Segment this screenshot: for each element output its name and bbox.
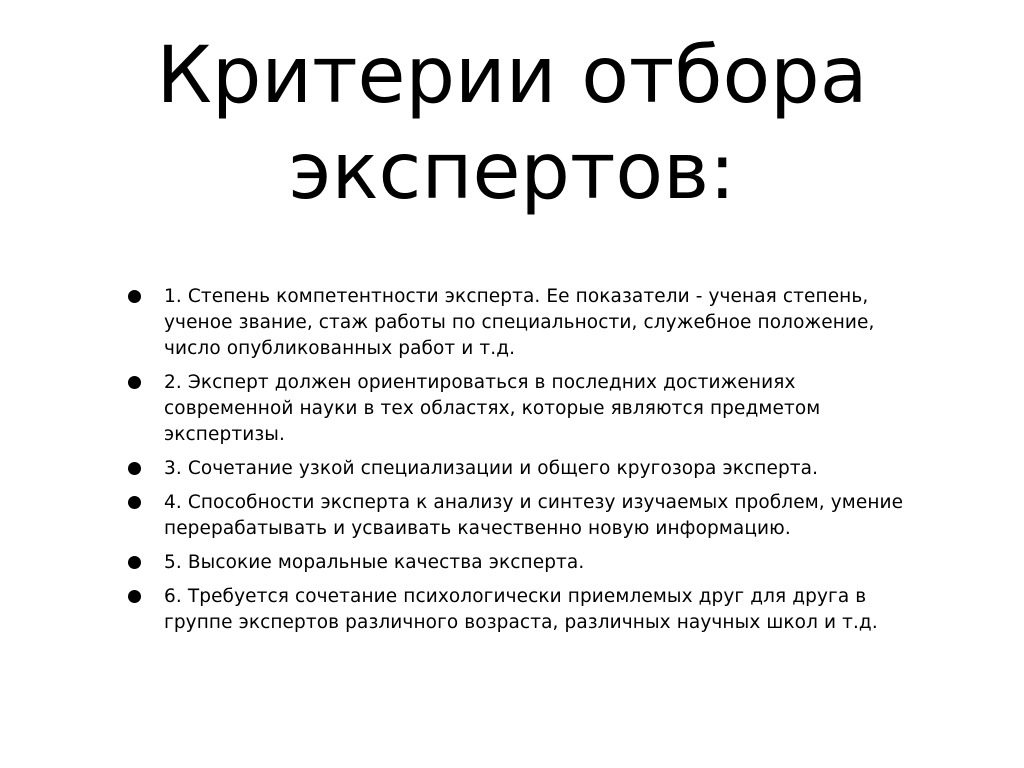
- bullet-text: 5. Высокие моральные качества эксперта.: [164, 552, 585, 573]
- bullet-text: 6. Требуется сочетание психологически приемлемых друг для друга в группе экспертов различного возраста, различных научных школ и т.д.: [164, 586, 878, 633]
- bullet-item: [128, 550, 928, 576]
- slide-title-line-2: экспертов:: [288, 127, 736, 217]
- bullet-text: 3. Сочетание узкой специализации и общего кругозора эксперта.: [164, 458, 819, 479]
- bullet-item: [128, 490, 928, 542]
- bullet-icon: [128, 556, 141, 569]
- bullet-icon: [128, 376, 141, 389]
- bullet-item: [128, 370, 928, 448]
- slide-title: [40, 28, 984, 220]
- bullet-item: [128, 284, 928, 362]
- bullet-icon: [128, 462, 141, 475]
- bullet-icon: [128, 590, 141, 603]
- bullet-list: [128, 284, 928, 644]
- bullet-text: 1. Степень компетентности эксперта. Ее показатели - ученая степень, ученое звание, стаж работы по специальности, служебное положение, число опубликованных работ и т.д.: [164, 286, 875, 359]
- slide-title-line-1: Критерии отбора: [156, 31, 868, 121]
- bullet-text: 2. Эксперт должен ориентироваться в последних достижениях современной науки в тех областях, которые являются предметом экспертизы.: [164, 372, 821, 445]
- bullet-text: 4. Способности эксперта к анализу и синтезу изучаемых проблем, умение перерабатывать и усваивать качественно новую информацию.: [164, 492, 904, 539]
- bullet-icon: [128, 290, 141, 303]
- bullet-icon: [128, 496, 141, 509]
- bullet-item: [128, 584, 928, 636]
- bullet-item: [128, 456, 928, 482]
